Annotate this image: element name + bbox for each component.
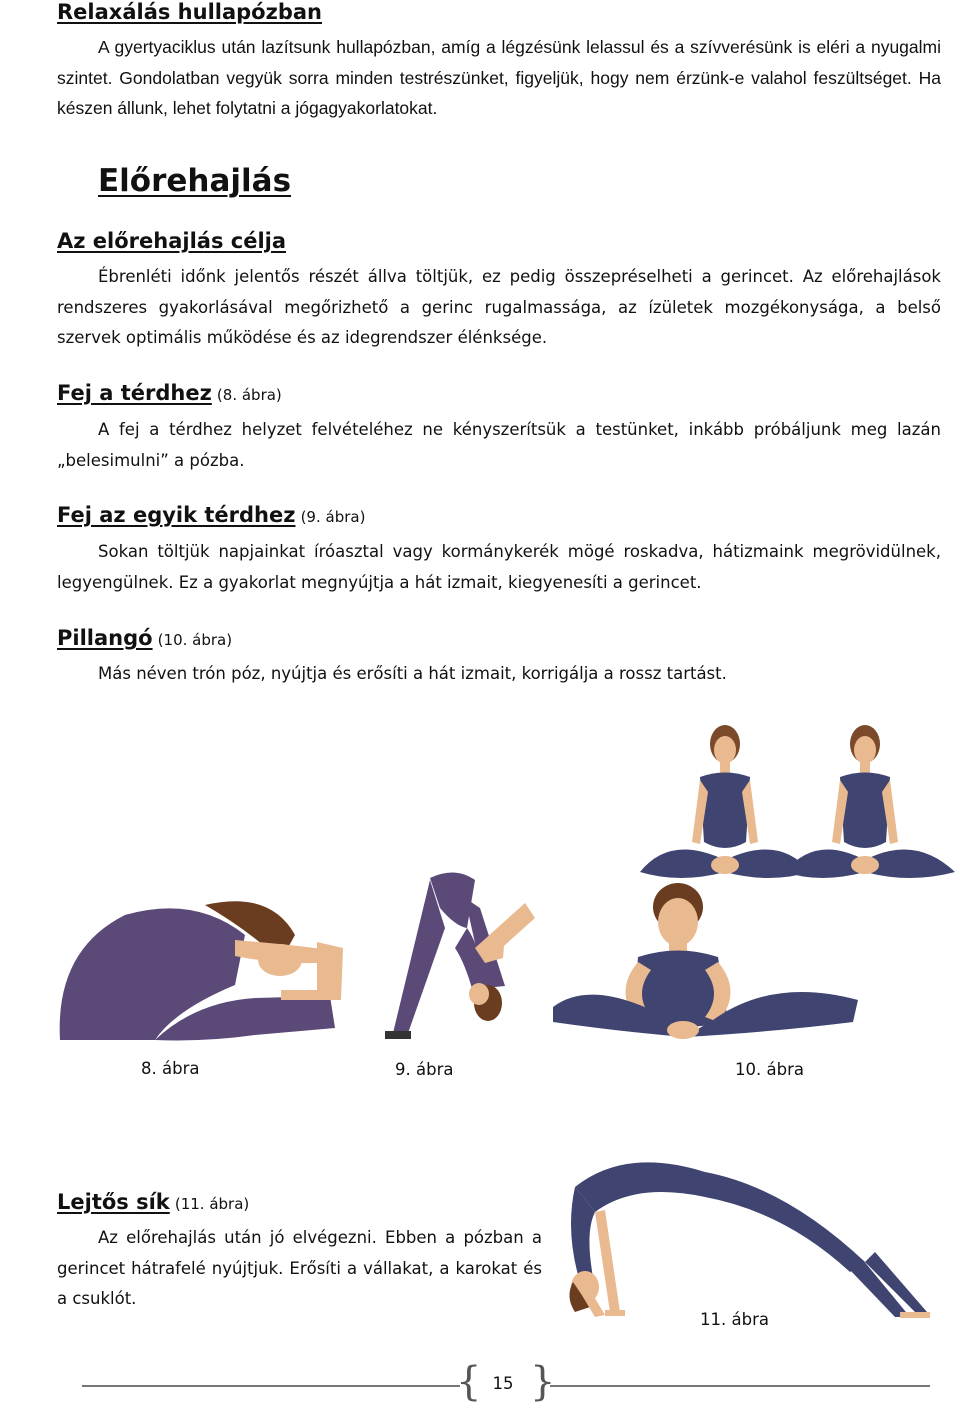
relax-paragraph <box>57 32 941 124</box>
footer-bracket-left: { <box>456 1359 482 1405</box>
relax-text: A gyertyaciklus után lazítsunk hullapózban, amíg a légzésünk lelassul és a szívverésünk is eléri a nyugalmi szintet. Gondolatban vegyük sorra minden testrészünket, figyeljük, hogy nem érzünk-e valahol feszültséget. Ha készen állunk, lehet folytatni a jógagyakorlatokat. <box>57 37 941 118</box>
footer-rule-left <box>82 1385 460 1387</box>
pose-heading-1 <box>57 381 282 405</box>
section-title: Előrehajlás <box>98 163 292 199</box>
footer-rule-right <box>550 1385 930 1387</box>
figure-11-caption: 11. ábra <box>700 1310 769 1329</box>
seated-figure-right <box>785 725 955 878</box>
figure-10-caption: 10. ábra <box>735 1060 804 1079</box>
pose-text: Sokan töltjük napjainkat íróasztal vagy kormánykerék mögé roskadva, hátizmaink megrövidülnek, legyengülnek. Ez a gyakorlat megnyújtja a hát izmait, kiegyenesíti a gerincet. <box>57 542 941 592</box>
pose-title: Fej az egyik térdhez <box>57 503 296 527</box>
figure-11-photo <box>565 1152 940 1332</box>
pose-figure-ref: (8. ábra) <box>216 386 282 404</box>
pose-title: Lejtős sík <box>57 1190 170 1214</box>
pose-heading-3 <box>57 626 232 650</box>
pose-paragraph-4 <box>57 1223 542 1315</box>
page-number: 15 <box>492 1374 514 1393</box>
figure-10-photo <box>553 882 873 1042</box>
pose-figure-ref: (11. ábra) <box>174 1195 250 1213</box>
relax-heading: Relaxálás hullapózban <box>57 0 322 24</box>
purpose-heading: Az előrehajlás célja <box>57 229 287 253</box>
pose-figure-ref: (10. ábra) <box>157 631 233 649</box>
pose-paragraph-2 <box>57 537 941 598</box>
figure-9-photo <box>385 868 545 1048</box>
pose-heading-2 <box>57 503 365 527</box>
pose-heading-4 <box>57 1190 249 1214</box>
figure-9-caption: 9. ábra <box>395 1060 454 1079</box>
pose-paragraph-1 <box>57 415 941 476</box>
footer-bracket-right: } <box>530 1359 556 1405</box>
pose-title: Pillangó <box>57 626 153 650</box>
seated-figure-left <box>640 725 810 878</box>
pose-title: Fej a térdhez <box>57 381 212 405</box>
purpose-text: Ébrenléti időnk jelentős részét állva töltjük, ez pedig összepréselheti a gerincet. Az előrehajlások rendszeres gyakorlásával megőrizhető a gerinc rugalmassága, az ízületek mozgékonysága, a belső szervek optimális működése és az idegrendszer élénksége. <box>57 267 941 347</box>
pose-text: A fej a térdhez helyzet felvételéhez ne kényszerítsük a testünket, inkább próbáljunk meg lazán „belesimulni” a pózba. <box>57 420 941 470</box>
pose-paragraph-3 <box>57 659 941 690</box>
figure-8-photo <box>55 890 345 1050</box>
pose-text: Az előrehajlás után jó elvégezni. Ebben a pózban a gerincet hátrafelé nyújtjuk. Erősíti a vállakat, a karokat és a csuklót. <box>57 1228 542 1308</box>
figure-10-top-photo <box>630 722 960 887</box>
pose-text: Más néven trón póz, nyújtja és erősíti a hát izmait, korrigálja a rossz tartást. <box>98 664 727 683</box>
figure-8-caption: 8. ábra <box>141 1059 200 1078</box>
pose-figure-ref: (9. ábra) <box>300 508 366 526</box>
purpose-paragraph <box>57 262 941 354</box>
